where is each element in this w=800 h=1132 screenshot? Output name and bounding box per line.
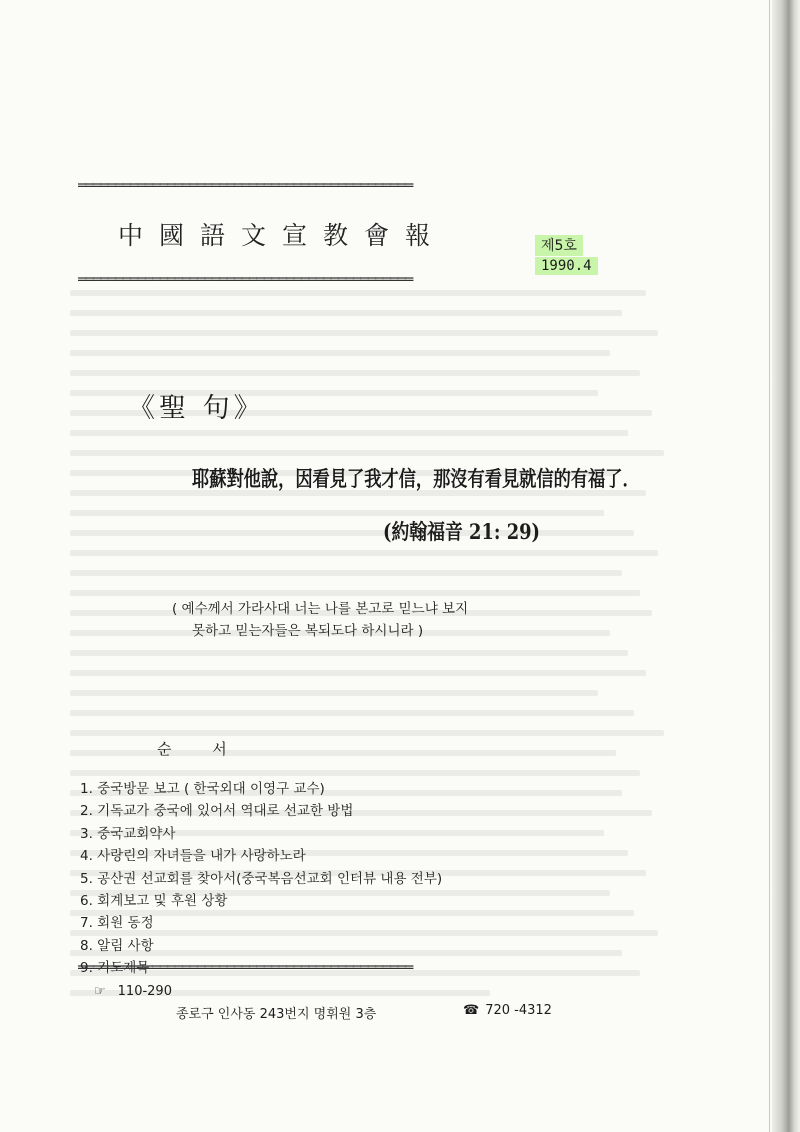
masthead-char: 國: [159, 221, 185, 250]
postal-code-line: [94, 984, 172, 999]
masthead-char: 會: [364, 221, 390, 250]
footer-double-rule: [78, 965, 618, 972]
top-double-rule: [78, 183, 614, 190]
list-item: 4. 사랑린의 자녀들을 내가 사랑하노라: [80, 848, 306, 865]
phone-line: [463, 1003, 552, 1018]
telephone-icon: ☎: [463, 1003, 480, 1018]
masthead-char: 宣: [282, 221, 308, 250]
masthead-char: 語: [200, 221, 226, 250]
order-list: [80, 778, 442, 980]
list-item: 6. 회계보고 및 후원 상황: [80, 892, 228, 909]
address: 종로구 인사동 243번지 명휘원 3층: [176, 1007, 377, 1022]
masthead-char: 教: [323, 221, 349, 250]
list-item: 9. 기도제목: [80, 960, 150, 977]
issue-info: [535, 235, 592, 274]
masthead-char: 中: [118, 221, 144, 250]
list-item: 8. 알림 사항: [80, 937, 154, 954]
list-item: 7. 회원 동정: [80, 915, 154, 932]
list-item: 3. 중국교회약사: [80, 825, 176, 842]
order-heading: 순 서: [157, 740, 245, 758]
translation-line-2: 못하고 믿는자들은 복되도다 하시니라 ): [192, 623, 424, 639]
masthead-char: 文: [241, 221, 267, 250]
phone-number: 720 -4312: [485, 1003, 552, 1018]
scan-edge: [772, 0, 800, 1132]
translation-line-1: ( 예수께서 가라사대 너는 나를 본고로 믿느냐 보지: [172, 601, 469, 617]
scan-edge-line: [769, 0, 770, 1132]
postal-mark-icon: ☞: [94, 984, 106, 999]
list-item: 1. 중국방문 보고 ( 한국외대 이영구 교수): [80, 781, 325, 797]
list-item: 2. 기독교가 중국에 있어서 역대로 선교한 방법: [80, 803, 354, 820]
issue-number: 제5호: [535, 235, 583, 256]
masthead-title: [118, 216, 446, 252]
scripture-verse: 耶蘇對他說，因看見了我才信，那沒有看見就信的有福了．: [192, 466, 640, 491]
masthead-bottom-rule: [78, 277, 614, 284]
masthead-char: 報: [405, 221, 431, 250]
postal-code: 110-290: [117, 984, 172, 999]
section-title: 《聖 句》: [128, 393, 265, 424]
scripture-reference: (約翰福音 21: 29): [383, 519, 540, 544]
issue-date: 1990.4: [535, 257, 598, 275]
list-item: 5. 공산권 선교회를 찾아서(중국복음선교회 인터뷰 내용 전부): [80, 870, 443, 887]
